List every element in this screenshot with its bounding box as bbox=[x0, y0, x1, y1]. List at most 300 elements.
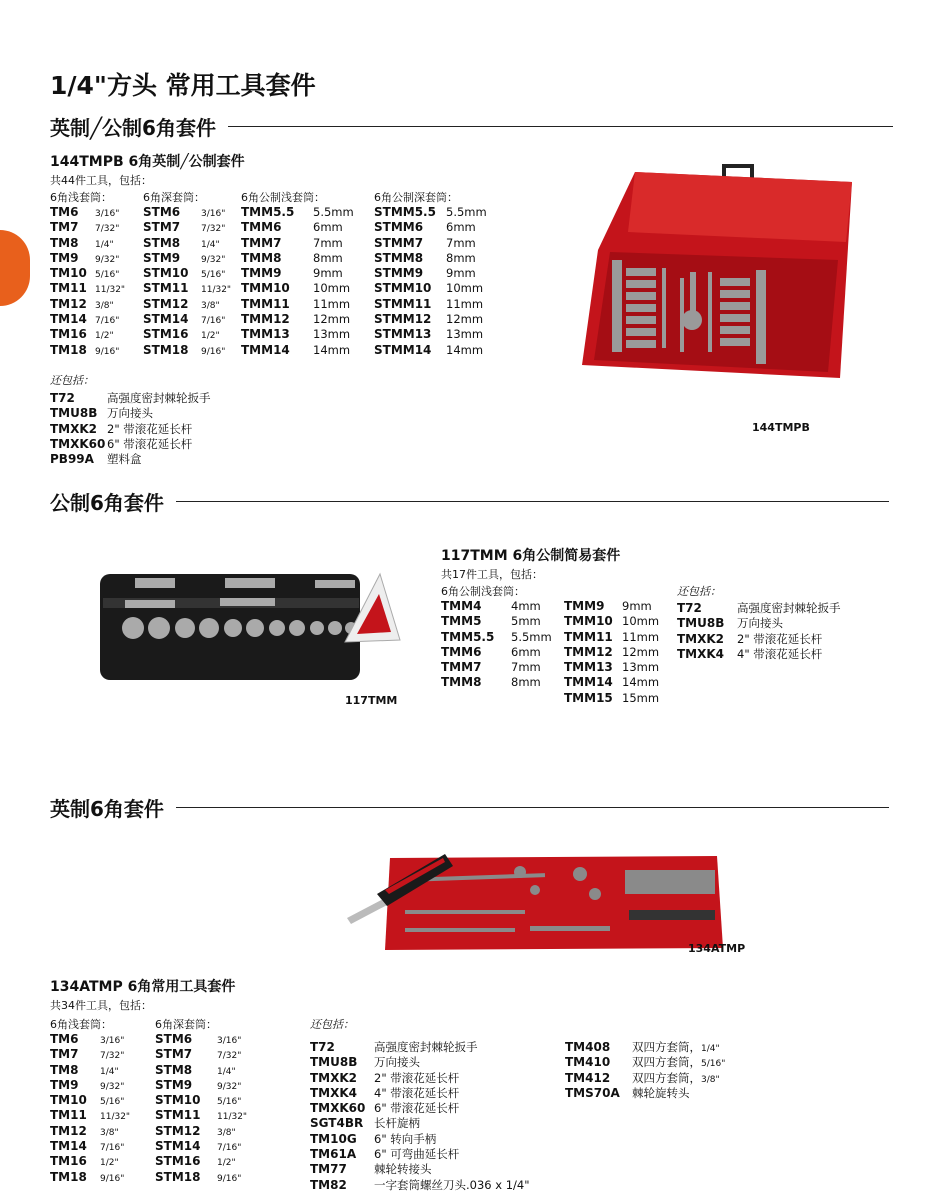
list-item bbox=[155, 1170, 265, 1185]
part-number: TM11 bbox=[50, 281, 87, 296]
column-header: 6角公制浅套筒： bbox=[441, 585, 525, 598]
part-number: STMM9 bbox=[374, 266, 424, 281]
list-item bbox=[143, 251, 241, 266]
list-item bbox=[374, 281, 514, 296]
part-size: 6" 带滚花延长杆 bbox=[107, 436, 193, 451]
part-number: TM408 bbox=[565, 1040, 611, 1054]
list-item bbox=[50, 266, 145, 281]
list-item bbox=[310, 1039, 560, 1054]
part-size: 6" 转向手柄 bbox=[374, 1131, 437, 1146]
list-item bbox=[50, 1154, 154, 1169]
part-number: TM18 bbox=[50, 1169, 87, 1184]
part-number: TMM6 bbox=[441, 644, 482, 659]
list-item bbox=[310, 1085, 560, 1100]
part-number: STMM10 bbox=[374, 281, 432, 296]
part-number: STMM8 bbox=[374, 250, 424, 265]
list-item bbox=[564, 630, 674, 645]
column-header: 6角浅套筒： bbox=[50, 1018, 112, 1031]
part-number: STM9 bbox=[143, 250, 181, 265]
part-size: 11/32" bbox=[201, 285, 232, 296]
part-number: T72 bbox=[677, 601, 702, 615]
part-size: 9/16" bbox=[201, 346, 226, 357]
part-number: TMM11 bbox=[241, 296, 290, 311]
list-item bbox=[241, 236, 371, 251]
part-size: 3/16" bbox=[95, 209, 120, 219]
part-size: 5mm bbox=[511, 614, 541, 629]
list-item bbox=[241, 297, 371, 312]
part-size: 万向接头 bbox=[107, 406, 153, 421]
caption-134atmp: 134ATMP bbox=[688, 942, 746, 955]
part-number: TM6 bbox=[50, 205, 79, 219]
part-size: 10mm bbox=[313, 281, 351, 296]
list-item bbox=[143, 297, 241, 312]
part-size: 14mm bbox=[313, 342, 351, 357]
list-item bbox=[143, 343, 241, 358]
list-item bbox=[374, 205, 514, 220]
list-item bbox=[155, 1154, 265, 1169]
list-item bbox=[241, 220, 371, 235]
list-item bbox=[310, 1115, 560, 1130]
part-size: 8mm bbox=[313, 250, 343, 265]
part-size: 5.5mm bbox=[511, 629, 552, 644]
list-item bbox=[143, 281, 241, 296]
part-number: TMM15 bbox=[564, 690, 613, 705]
list-item bbox=[564, 691, 674, 706]
part-size: 1/4" bbox=[201, 239, 220, 250]
kit144-metric-deep-column bbox=[374, 189, 514, 358]
part-size: 1/4" bbox=[100, 1066, 119, 1077]
part-number: TMM4 bbox=[441, 599, 482, 613]
list-item bbox=[50, 205, 145, 220]
part-number: TMM5.5 bbox=[241, 205, 295, 219]
part-size: 4mm bbox=[511, 599, 541, 613]
part-description: 双四方套筒， bbox=[632, 1055, 701, 1070]
part-number: STM18 bbox=[155, 1169, 201, 1184]
list-item bbox=[241, 281, 371, 296]
part-size: 7mm bbox=[446, 235, 476, 250]
part-number: T72 bbox=[50, 391, 75, 405]
list-item bbox=[50, 1032, 154, 1047]
part-number: TMM13 bbox=[564, 660, 613, 675]
list-item bbox=[374, 327, 514, 342]
product-image-134atmp bbox=[345, 850, 725, 952]
section-tab-marker bbox=[0, 230, 30, 306]
part-size: 13mm bbox=[313, 327, 351, 342]
part-size: 11/32" bbox=[217, 1112, 248, 1123]
caption-117tmm: 117TMM bbox=[345, 694, 398, 707]
part-number: TMM7 bbox=[441, 660, 482, 675]
part-number: STM8 bbox=[143, 235, 181, 250]
part-size: 2" 带滚花延长杆 bbox=[107, 421, 193, 436]
list-item bbox=[310, 1177, 560, 1192]
part-number: TMM12 bbox=[564, 644, 613, 659]
part-number: STM10 bbox=[155, 1093, 201, 1108]
list-item bbox=[310, 1131, 560, 1146]
part-number: TMM5.5 bbox=[441, 629, 495, 644]
part-number: STM12 bbox=[143, 296, 189, 311]
part-size: 6mm bbox=[313, 220, 343, 235]
part-size: 6" 可弯曲延长杆 bbox=[374, 1147, 460, 1162]
caption-144tmpb: 144TMPB bbox=[752, 421, 810, 434]
part-number: TM61A bbox=[310, 1147, 357, 1162]
part-number: TM10 bbox=[50, 266, 87, 281]
part-size: 9/32" bbox=[95, 254, 120, 265]
part-size: 7/16" bbox=[100, 1143, 125, 1154]
part-size: 6mm bbox=[511, 644, 541, 659]
part-size: 3/8" bbox=[701, 1074, 720, 1085]
part-number: TM16 bbox=[50, 1154, 87, 1169]
part-size: 9mm bbox=[313, 266, 343, 281]
part-size: 9/16" bbox=[95, 346, 120, 357]
kit-title-134atmp: 134ATMP 6角常用工具套件 bbox=[50, 979, 236, 995]
list-item bbox=[241, 251, 371, 266]
part-size: 5/16" bbox=[217, 1097, 242, 1108]
part-number: TMM7 bbox=[241, 235, 282, 250]
part-size: 万向接头 bbox=[374, 1055, 420, 1070]
part-number: TMXK4 bbox=[677, 646, 725, 661]
part-size: 12mm bbox=[622, 644, 660, 659]
list-item bbox=[143, 266, 241, 281]
list-item bbox=[564, 675, 674, 690]
list-item bbox=[155, 1139, 265, 1154]
list-item bbox=[155, 1124, 265, 1139]
part-size: 12mm bbox=[313, 312, 351, 327]
part-number: TMM12 bbox=[241, 312, 290, 327]
part-number: TMXK60 bbox=[310, 1101, 366, 1116]
kit117-also-list bbox=[677, 600, 877, 661]
list-item bbox=[565, 1085, 795, 1100]
part-number: TM8 bbox=[50, 235, 79, 250]
part-size: 11mm bbox=[313, 296, 351, 311]
list-item bbox=[50, 405, 290, 420]
column-header: 6角深套筒： bbox=[143, 191, 205, 204]
part-size: 4" 带滚花延长杆 bbox=[374, 1085, 460, 1100]
part-size: 7/32" bbox=[95, 224, 120, 235]
part-size: 11/32" bbox=[100, 1112, 131, 1123]
list-item bbox=[50, 236, 145, 251]
list-item bbox=[441, 675, 561, 690]
part-size: 3/16" bbox=[100, 1036, 125, 1046]
list-item bbox=[441, 645, 561, 660]
part-size: 5/16" bbox=[201, 270, 226, 281]
list-item bbox=[241, 205, 371, 220]
part-number: TM14 bbox=[50, 312, 87, 327]
part-number: STMM6 bbox=[374, 220, 424, 235]
part-number: STM9 bbox=[155, 1077, 193, 1092]
part-number: TMU8B bbox=[310, 1055, 358, 1070]
list-item bbox=[310, 1070, 560, 1085]
kit-title-144tmpb: 144TMPB 6角英制╱公制套件 bbox=[50, 154, 245, 170]
part-description: 双四方套筒， bbox=[632, 1040, 701, 1054]
part-size: 5/16" bbox=[95, 270, 120, 281]
part-number: T72 bbox=[310, 1040, 335, 1054]
list-item bbox=[241, 327, 371, 342]
part-size: 6mm bbox=[446, 220, 476, 235]
list-item bbox=[50, 436, 290, 451]
part-size: 15mm bbox=[622, 690, 660, 705]
part-number: STM16 bbox=[143, 327, 189, 342]
part-number: TM6 bbox=[50, 1032, 79, 1046]
part-size: 9mm bbox=[446, 266, 476, 281]
part-number: TMM10 bbox=[241, 281, 290, 296]
column-header: 6角公制浅套筒： bbox=[241, 191, 325, 204]
part-number: STMM5.5 bbox=[374, 205, 436, 219]
part-size: 13mm bbox=[622, 660, 660, 675]
part-number: STM14 bbox=[143, 312, 189, 327]
list-item bbox=[374, 297, 514, 312]
part-size: 7/16" bbox=[201, 316, 226, 327]
part-size: 14mm bbox=[622, 675, 660, 690]
list-item bbox=[374, 220, 514, 235]
list-item bbox=[241, 266, 371, 281]
list-item bbox=[155, 1093, 265, 1108]
part-size: 10mm bbox=[446, 281, 484, 296]
list-item bbox=[50, 1139, 154, 1154]
list-item bbox=[441, 630, 561, 645]
part-size: 9mm bbox=[622, 599, 652, 613]
part-size: 3/8" bbox=[95, 300, 114, 311]
part-size: 12mm bbox=[446, 312, 484, 327]
part-number: TM11 bbox=[50, 1108, 87, 1123]
kit134-also-list bbox=[310, 1039, 560, 1192]
part-size: 5.5mm bbox=[313, 205, 354, 219]
list-item bbox=[565, 1070, 795, 1085]
list-item bbox=[155, 1078, 265, 1093]
part-number: STM18 bbox=[143, 342, 189, 357]
part-number: TMU8B bbox=[677, 616, 725, 631]
list-item bbox=[565, 1039, 795, 1054]
part-number: TM18 bbox=[50, 342, 87, 357]
kit144-also-list bbox=[50, 390, 290, 466]
list-item bbox=[565, 1054, 795, 1069]
part-size: 13mm bbox=[446, 327, 484, 342]
part-number: STM16 bbox=[155, 1154, 201, 1169]
part-number: TMXK60 bbox=[50, 436, 106, 451]
list-item bbox=[50, 1093, 154, 1108]
part-number: TM10 bbox=[50, 1093, 87, 1108]
part-number: TMM5 bbox=[441, 614, 482, 629]
part-size: 3/8" bbox=[100, 1127, 119, 1138]
part-size: 11mm bbox=[622, 629, 660, 644]
kit144-metric-shallow-column bbox=[241, 189, 371, 358]
list-item bbox=[241, 312, 371, 327]
product-image-117tmm bbox=[95, 568, 415, 683]
list-item bbox=[143, 236, 241, 251]
part-number: STMM14 bbox=[374, 342, 432, 357]
part-size: 14mm bbox=[446, 342, 484, 357]
list-item bbox=[50, 1108, 154, 1123]
list-item bbox=[155, 1108, 265, 1123]
part-size: 长杆旋柄 bbox=[374, 1116, 420, 1131]
part-size: 9/16" bbox=[217, 1173, 242, 1184]
part-size: 11/32" bbox=[95, 285, 126, 296]
part-number: TMM13 bbox=[241, 327, 290, 342]
kit117-col2 bbox=[564, 599, 674, 706]
part-size: 7/32" bbox=[100, 1051, 125, 1062]
list-item bbox=[677, 646, 877, 661]
part-size: 1/2" bbox=[100, 1158, 119, 1169]
part-number: TM8 bbox=[50, 1062, 79, 1077]
part-number: TM10G bbox=[310, 1131, 357, 1146]
part-number: TMXK2 bbox=[677, 631, 725, 646]
part-number: TMM10 bbox=[564, 614, 613, 629]
column-header: 6角浅套筒： bbox=[50, 191, 112, 204]
section-heading-inch bbox=[50, 793, 889, 822]
list-item bbox=[50, 390, 290, 405]
list-item bbox=[374, 266, 514, 281]
list-item bbox=[441, 614, 561, 629]
list-item bbox=[310, 1161, 560, 1176]
part-size: 2" 带滚花延长杆 bbox=[737, 631, 823, 646]
part-number: TM14 bbox=[50, 1139, 87, 1154]
kit117-col1 bbox=[441, 583, 561, 691]
part-number: STM12 bbox=[155, 1123, 201, 1138]
part-size: 3/8" bbox=[201, 300, 220, 311]
list-item bbox=[50, 1078, 154, 1093]
part-number: TMM14 bbox=[564, 675, 613, 690]
part-description: 双四方套筒， bbox=[632, 1070, 701, 1085]
part-size: 1/4" bbox=[701, 1044, 720, 1054]
part-number: TM412 bbox=[565, 1070, 611, 1085]
list-item bbox=[50, 1124, 154, 1139]
kit-title-117tmm: 117TMM 6角公制简易套件 bbox=[441, 548, 621, 564]
list-item bbox=[50, 421, 290, 436]
section-title: 英制6角套件 bbox=[50, 797, 164, 821]
list-item bbox=[50, 1170, 154, 1185]
product-image-144tmpb bbox=[540, 160, 870, 400]
part-size: 万向接头 bbox=[737, 616, 783, 631]
part-number: TM9 bbox=[50, 250, 79, 265]
list-item bbox=[50, 1063, 154, 1078]
part-number: TM12 bbox=[50, 296, 87, 311]
part-size: 5.5mm bbox=[446, 205, 487, 219]
list-item bbox=[564, 614, 674, 629]
part-size: 9/32" bbox=[100, 1081, 125, 1092]
part-number: STM6 bbox=[155, 1032, 193, 1046]
part-size: 1/2" bbox=[217, 1158, 236, 1169]
list-item bbox=[155, 1047, 265, 1062]
list-item bbox=[374, 343, 514, 358]
list-item bbox=[50, 281, 145, 296]
section-heading-inch-metric bbox=[50, 112, 893, 141]
list-item bbox=[50, 297, 145, 312]
part-number: STM14 bbox=[155, 1139, 201, 1154]
kit134-deep-column bbox=[155, 1016, 265, 1185]
part-number: TM7 bbox=[50, 220, 79, 235]
part-number: TMXK4 bbox=[310, 1085, 358, 1100]
kit144-shallow-column bbox=[50, 189, 145, 358]
list-item bbox=[50, 312, 145, 327]
part-size: 5/16" bbox=[701, 1059, 726, 1070]
part-size: 1/4" bbox=[217, 1066, 236, 1077]
list-item bbox=[677, 615, 877, 630]
kit134-shallow-column bbox=[50, 1016, 154, 1185]
part-size: 3/16" bbox=[201, 209, 226, 219]
list-item bbox=[143, 220, 241, 235]
part-size: 2" 带滚花延长杆 bbox=[374, 1070, 460, 1085]
part-number: TMM8 bbox=[441, 675, 482, 690]
part-size: 6" 带滚花延长杆 bbox=[374, 1101, 460, 1116]
list-item bbox=[374, 312, 514, 327]
part-number: TMM9 bbox=[241, 266, 282, 281]
part-number: STMM7 bbox=[374, 235, 424, 250]
part-number: TMM8 bbox=[241, 250, 282, 265]
divider bbox=[176, 501, 889, 502]
part-size: 8mm bbox=[511, 675, 541, 690]
part-number: PB99A bbox=[50, 452, 94, 467]
list-item bbox=[564, 599, 674, 614]
part-size: 5/16" bbox=[100, 1097, 125, 1108]
part-number: STMM11 bbox=[374, 296, 432, 311]
part-number: TMM9 bbox=[564, 599, 605, 613]
list-item bbox=[441, 660, 561, 675]
also-includes-label: 还包括： bbox=[677, 585, 721, 598]
also-includes-label: 还包括： bbox=[310, 1018, 354, 1031]
part-number: STM8 bbox=[155, 1062, 193, 1077]
part-size: 1/4" bbox=[95, 239, 114, 250]
kit134-also-list-2 bbox=[565, 1039, 795, 1100]
list-item bbox=[50, 1047, 154, 1062]
list-item bbox=[143, 327, 241, 342]
part-number: TM77 bbox=[310, 1162, 347, 1177]
part-number: STM11 bbox=[143, 281, 189, 296]
part-size: 一字套筒螺丝刀头.036 x 1/4" bbox=[374, 1177, 530, 1192]
part-number: TMXK2 bbox=[310, 1070, 358, 1085]
section-title: 公制6角套件 bbox=[50, 491, 164, 515]
part-size: 7/32" bbox=[201, 224, 226, 235]
section-heading-metric bbox=[50, 487, 889, 516]
column-header: 6角公制深套筒： bbox=[374, 191, 458, 204]
page-title: 1/4"方头 常用工具套件 bbox=[50, 71, 316, 100]
column-header: 6角深套筒： bbox=[155, 1018, 217, 1031]
list-item bbox=[564, 645, 674, 660]
part-size: 11mm bbox=[446, 296, 484, 311]
part-size: 棘轮转接头 bbox=[374, 1162, 432, 1177]
list-item bbox=[50, 451, 290, 466]
part-size: 9/16" bbox=[100, 1173, 125, 1184]
list-item bbox=[155, 1063, 265, 1078]
divider bbox=[176, 807, 889, 808]
list-item bbox=[50, 343, 145, 358]
list-item bbox=[310, 1146, 560, 1161]
divider bbox=[228, 126, 893, 127]
part-size: 9/32" bbox=[201, 254, 226, 265]
part-size: 8mm bbox=[446, 250, 476, 265]
list-item bbox=[441, 599, 561, 614]
list-item bbox=[143, 205, 241, 220]
part-size: 7/16" bbox=[217, 1143, 242, 1154]
also-includes-label: 还包括： bbox=[50, 374, 94, 387]
list-item bbox=[374, 251, 514, 266]
list-item bbox=[310, 1100, 560, 1115]
part-number: TM410 bbox=[565, 1055, 611, 1070]
kit-subtitle: 共44件工具，包括： bbox=[50, 174, 152, 187]
part-size: 1/2" bbox=[201, 331, 220, 342]
part-size: 塑料盒 bbox=[107, 452, 142, 467]
part-number: STM10 bbox=[143, 266, 189, 281]
part-number: TM9 bbox=[50, 1077, 79, 1092]
part-number: TM7 bbox=[50, 1047, 79, 1062]
list-item bbox=[241, 343, 371, 358]
list-item bbox=[50, 327, 145, 342]
list-item bbox=[310, 1054, 560, 1069]
kit144-deep-column bbox=[143, 189, 241, 358]
section-title: 英制╱公制6角套件 bbox=[50, 116, 216, 140]
part-size: 1/2" bbox=[95, 331, 114, 342]
part-number: STM11 bbox=[155, 1108, 201, 1123]
part-number: SGT4BR bbox=[310, 1116, 364, 1131]
part-number: TMM11 bbox=[564, 629, 613, 644]
